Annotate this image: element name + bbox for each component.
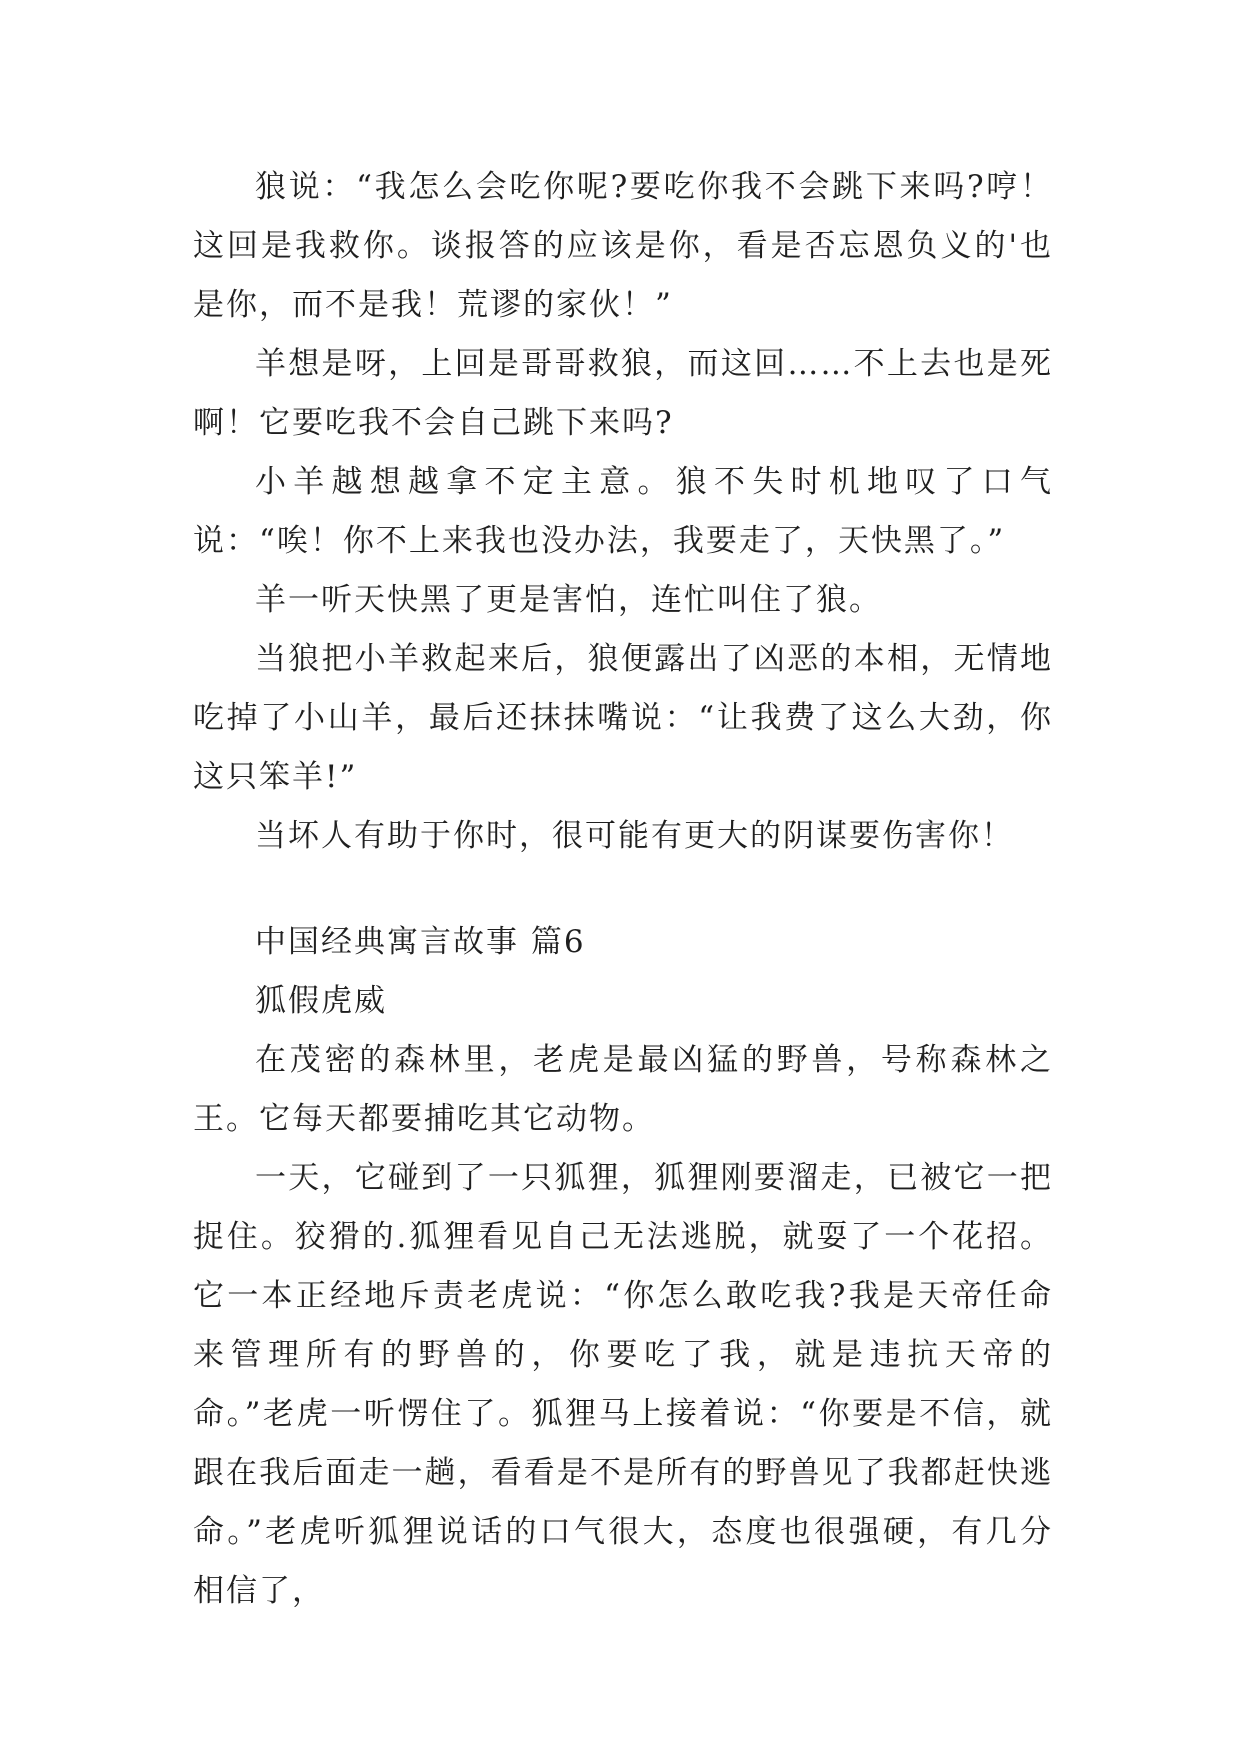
document-body	[193, 158, 1053, 1621]
paragraph: 狼说：“我怎么会吃你呢?要吃你我不会跳下来吗?哼！这回是我救你。谈报答的应该是你，看是否忘恩负义的'也是你，而不是我！荒谬的家伙！”	[193, 169, 1053, 323]
paragraph: 当坏人有助于你时，很可能有更大的阴谋要伤害你！	[255, 818, 1014, 854]
paragraph: 小羊越想越拿不定主意。狼不失时机地叹了口气说：“唉！你不上来我也没办法，我要走了，天快黑了。”	[193, 464, 1053, 559]
paragraph: 一天，它碰到了一只狐狸，狐狸刚要溜走，已被它一把捉住。狡猾的.狐狸看见自己无法逃脱，就耍了一个花招。它一本正经地斥责老虎说：“你怎么敢吃我?我是天帝任命来管理所有的野兽的，你要吃了我，就是违抗天帝的命。”老虎一听愣住了。狐狸马上接着说：“你要是不信，就跟在我后面走一趟，看看是不是所有的野兽见了我都赶快逃命。”老虎听狐狸说话的口气很大，态度也很强硬，有几分相信了，	[193, 1160, 1053, 1609]
paragraph: 羊想是呀，上回是哥哥救狼，而这回……不上去也是死啊！它要吃我不会自己跳下来吗?	[193, 346, 1053, 441]
paragraph: 在茂密的森林里，老虎是最凶猛的野兽，号称森林之王。它每天都要捕吃其它动物。	[193, 1042, 1053, 1137]
paragraph: 羊一听天快黑了更是害怕，连忙叫住了狼。	[255, 582, 882, 618]
paragraph: 当狼把小羊救起来后，狼便露出了凶恶的本相，无情地吃掉了小山羊，最后还抹抹嘴说：“让我费了这么大劲，你这只笨羊!”	[193, 641, 1053, 795]
story-title: 狐假虎威	[255, 983, 387, 1019]
section-heading: 中国经典寓言故事 篇6	[255, 924, 586, 960]
